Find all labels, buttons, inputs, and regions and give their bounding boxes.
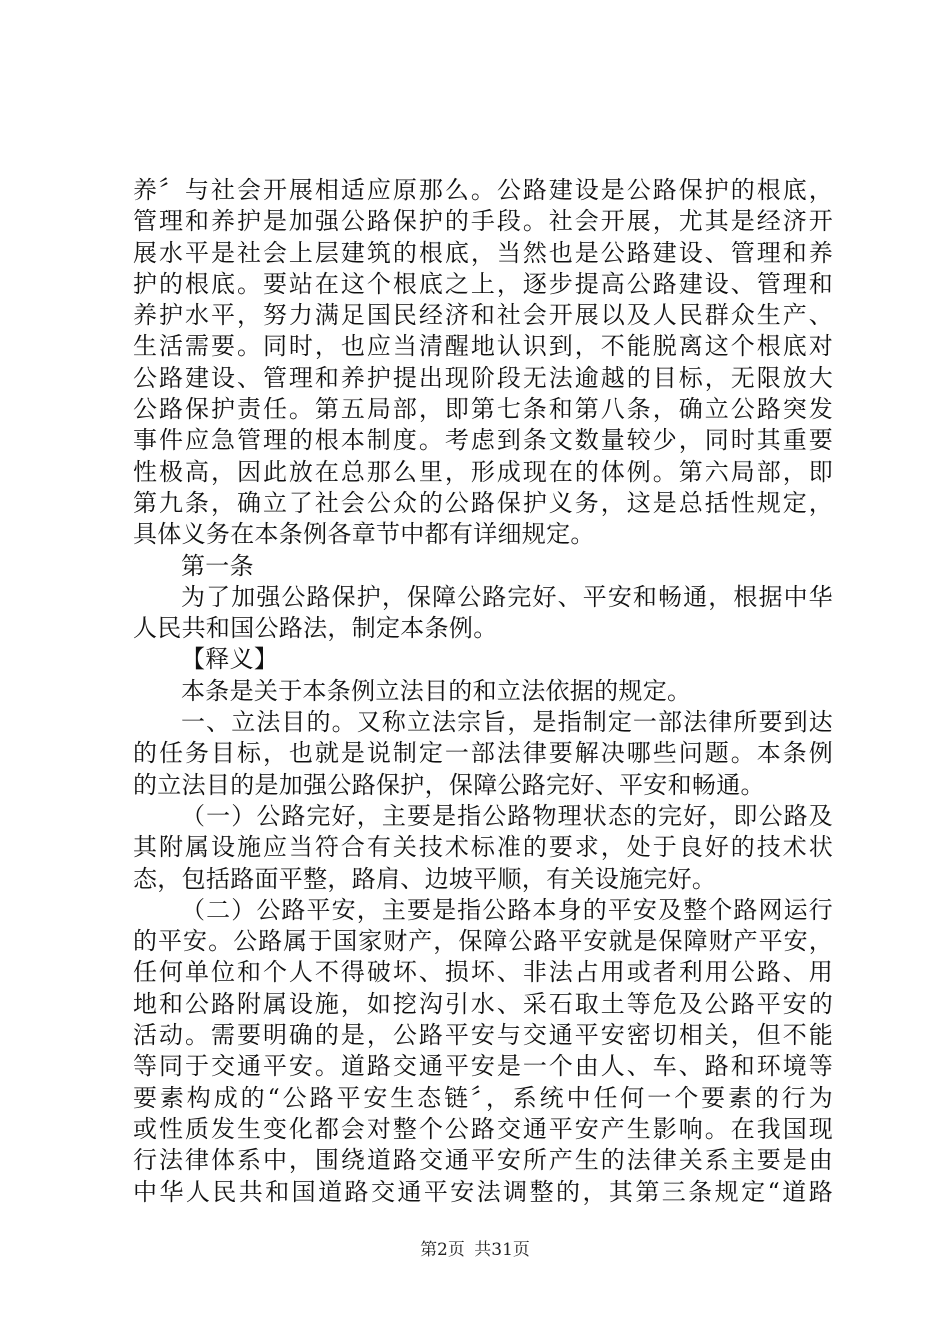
- text-line: 等同于交通平安。道路交通平安是一个由人、车、路和环境等: [133, 1052, 833, 1081]
- page-number: 第2页: [420, 1240, 465, 1260]
- text-line: 为了加强公路保护，保障公路完好、平安和畅通，根据中华: [181, 582, 833, 611]
- page-total: 共31页: [474, 1240, 530, 1260]
- text-line: 性极高，因此放在总那么里，形成现在的体例。第六局部，即: [133, 457, 833, 486]
- text-line: 的平安。公路属于国家财产，保障公路平安就是保障财产平安，: [133, 927, 833, 956]
- text-line: 或性质发生变化都会对整个公路交通平安产生影响。在我国现: [133, 1114, 833, 1143]
- document-body: [133, 175, 833, 1208]
- text-line: 态，包括路面平整，路肩、边坡平顺，有关设施完好。: [133, 864, 717, 893]
- text-line: 生活需要。同时，也应当清醒地认识到，不能脱离这个根底对: [133, 332, 833, 361]
- text-line: 本条是关于本条例立法目的和立法依据的规定。: [181, 676, 692, 705]
- text-line: 展水平是社会上层建筑的根底，当然也是公路建设、管理和养: [133, 238, 833, 267]
- text-line: 其附属设施应当符合有关技术标准的要求，处于良好的技术状: [133, 833, 833, 862]
- text-line: （一）公路完好，主要是指公路物理状态的完好，即公路及: [181, 801, 833, 830]
- page-footer: [0, 1235, 950, 1260]
- text-line: 养〞与社会开展相适应原那么。公路建设是公路保护的根底，: [133, 176, 833, 204]
- text-line: （二）公路平安，主要是指公路本身的平安及整个路网运行: [181, 895, 833, 924]
- text-line: 行法律体系中，围绕道路交通平安所产生的法律关系主要是由: [133, 1146, 833, 1175]
- text-line: 护的根底。要站在这个根底之上，逐步提高公路建设、管理和: [133, 269, 833, 298]
- text-line: 地和公路附属设施，如挖沟引水、采石取土等危及公路平安的: [133, 989, 833, 1018]
- text-line: 管理和养护是加强公路保护的手段。社会开展，尤其是经济开: [133, 207, 833, 236]
- text-line: 的任务目标，也就是说制定一部法律要解决哪些问题。本条例: [133, 739, 833, 768]
- text-line: 公路建设、管理和养护提出现阶段无法逾越的目标，无限放大: [133, 363, 833, 392]
- text-line: 要素构成的“公路平安生态链〞，系统中任何一个要素的行为: [133, 1083, 833, 1112]
- text-line: 人民共和国公路法，制定本条例。: [133, 614, 498, 643]
- text-line: 一、立法目的。又称立法宗旨，是指制定一部法律所要到达: [181, 708, 833, 737]
- text-line: 事件应急管理的根本制度。考虑到条文数量较少，同时其重要: [133, 426, 833, 455]
- text-line: 【释义】: [181, 645, 279, 674]
- text-line: 第九条，确立了社会公众的公路保护义务，这是总括性规定，: [133, 488, 833, 517]
- text-line: 任何单位和个人不得破坏、损坏、非法占用或者利用公路、用: [133, 958, 833, 987]
- text-line: 第一条: [181, 551, 254, 580]
- text-line: 活动。需要明确的是，公路平安与交通平安密切相关，但不能: [133, 1021, 833, 1050]
- text-line: 中华人民共和国道路交通平安法调整的，其第三条规定“道路: [133, 1177, 833, 1206]
- text-line: 的立法目的是加强公路保护，保障公路完好、平安和畅通。: [133, 770, 765, 799]
- text-line: 具体义务在本条例各章节中都有详细规定。: [133, 520, 595, 549]
- text-line: 养护水平，努力满足国民经济和社会开展以及人民群众生产、: [133, 301, 833, 330]
- text-line: 公路保护责任。第五局部，即第七条和第八条，确立公路突发: [133, 395, 833, 424]
